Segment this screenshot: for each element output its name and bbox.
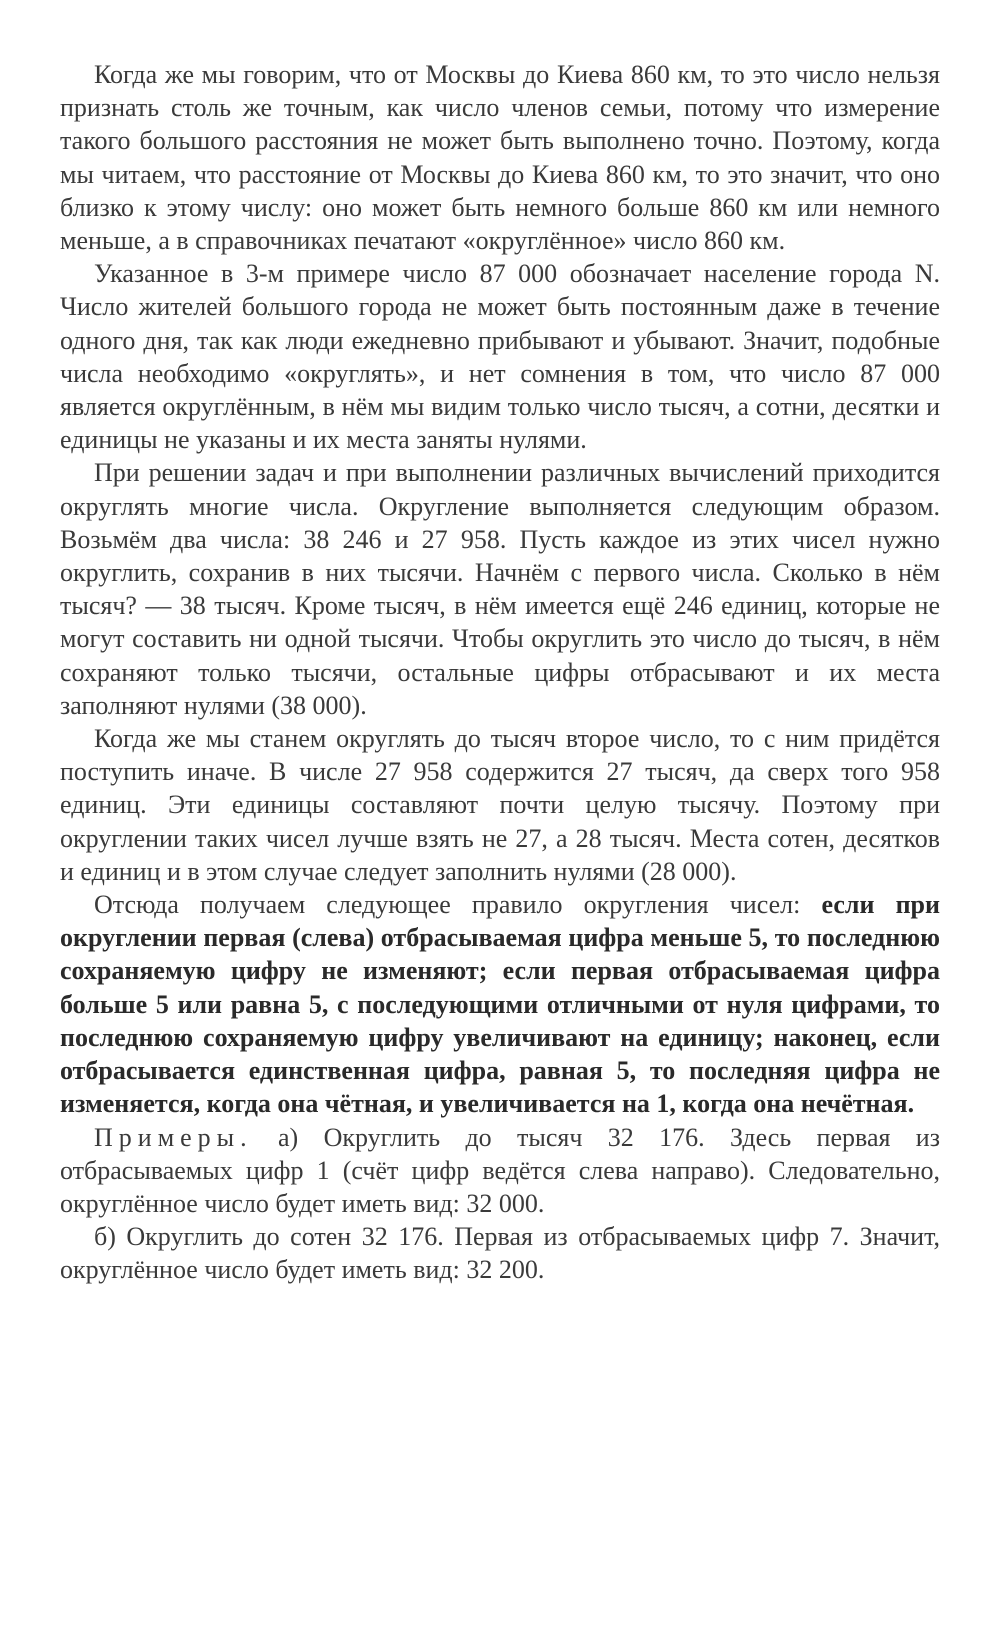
paragraph-second-number: Когда же мы станем округлять до тысяч второе число, то с ним придётся поступить иначе. В числе 27 958 содержится 27 тысяч, да сверх того 958 единиц. Эти единицы составляют почти целую тысячу. Поэтому при округлении таких чисел лучше взять не 27, а 28 тысяч. Места сотен, десятков и единиц и в этом случае следует заполнить нулями (28 000).	[60, 724, 940, 886]
examples-label: Примеры.	[94, 1122, 253, 1152]
paragraph-rounding-rule	[60, 888, 940, 1120]
paragraph-example-b: б) Округлить до сотен 32 176. Первая из отбрасываемых цифр 7. Значит, округлённое число будет иметь вид: 32 200.	[60, 1222, 940, 1285]
paragraph-population: Указанное в 3-м примере число 87 000 обозначает население города N. Число жителей большого города не может быть постоянным даже в течение одного дня, так как люди ежедневно прибывают и убывают. Значит, подобные числа необходимо «округлять», и нет сомнения в том, что число 87 000 является округлённым, в нём мы видим только число тысяч, а сотни, десятки и единицы не указаны и их места заняты нулями.	[60, 259, 940, 455]
paragraph-rounding-method: При решении задач и при выполнении различных вычислений приходится округлять многие числа. Округление выполняется следующим образом. Возьмём два числа: 38 246 и 27 958. Пусть каждое из этих чисел нужно округлить, сохранив в них тысячи. Начнём с первого числа. Сколько в нём тысяч? — 38 тысяч. Кроме тысяч, в нём имеется ещё 246 единиц, которые не могут составить ни одной тысячи. Чтобы округлить это число до тысяч, в нём сохраняют только тысячи, остальные цифры отбрасывают и их места заполняют нулями (38 000).	[60, 458, 940, 720]
paragraph-example-a	[60, 1121, 940, 1221]
page-text	[60, 58, 940, 1287]
rule-intro: Отсюда получаем следующее правило округления чисел:	[94, 890, 822, 920]
example-a-text: а) Округлить до тысяч 32 176. Здесь первая из отбрасываемых цифр 1 (счёт цифр ведётся слева направо). Следовательно, округлённое число будет иметь вид: 32 000.	[60, 1122, 940, 1218]
paragraph-distance: Когда же мы говорим, что от Москвы до Киева 860 км, то это число нельзя признать столь же точным, как число членов семьи, потому что измерение такого большого расстояния не может быть выполнено точно. Поэтому, когда мы читаем, что расстояние от Москвы до Киева 860 км, то это значит, что оно близко к этому числу: оно может быть немного больше 860 км или немного меньше, а в справочниках печатают «округлённое» число 860 км.	[60, 60, 940, 256]
rule-text: если при округлении первая (слева) отбрасываемая цифра меньше 5, то последнюю сохраняемую цифру не изменяют; если первая отбрасываемая цифра больше 5 или равна 5, с последующими отличными от нуля цифрами, то последнюю сохраняемую цифру увеличивают на единицу; наконец, если отбрасывается единственная цифра, равная 5, то последняя цифра не изменяется, когда она чётная, и увеличивается на 1, когда она нечётная.	[60, 890, 940, 1119]
